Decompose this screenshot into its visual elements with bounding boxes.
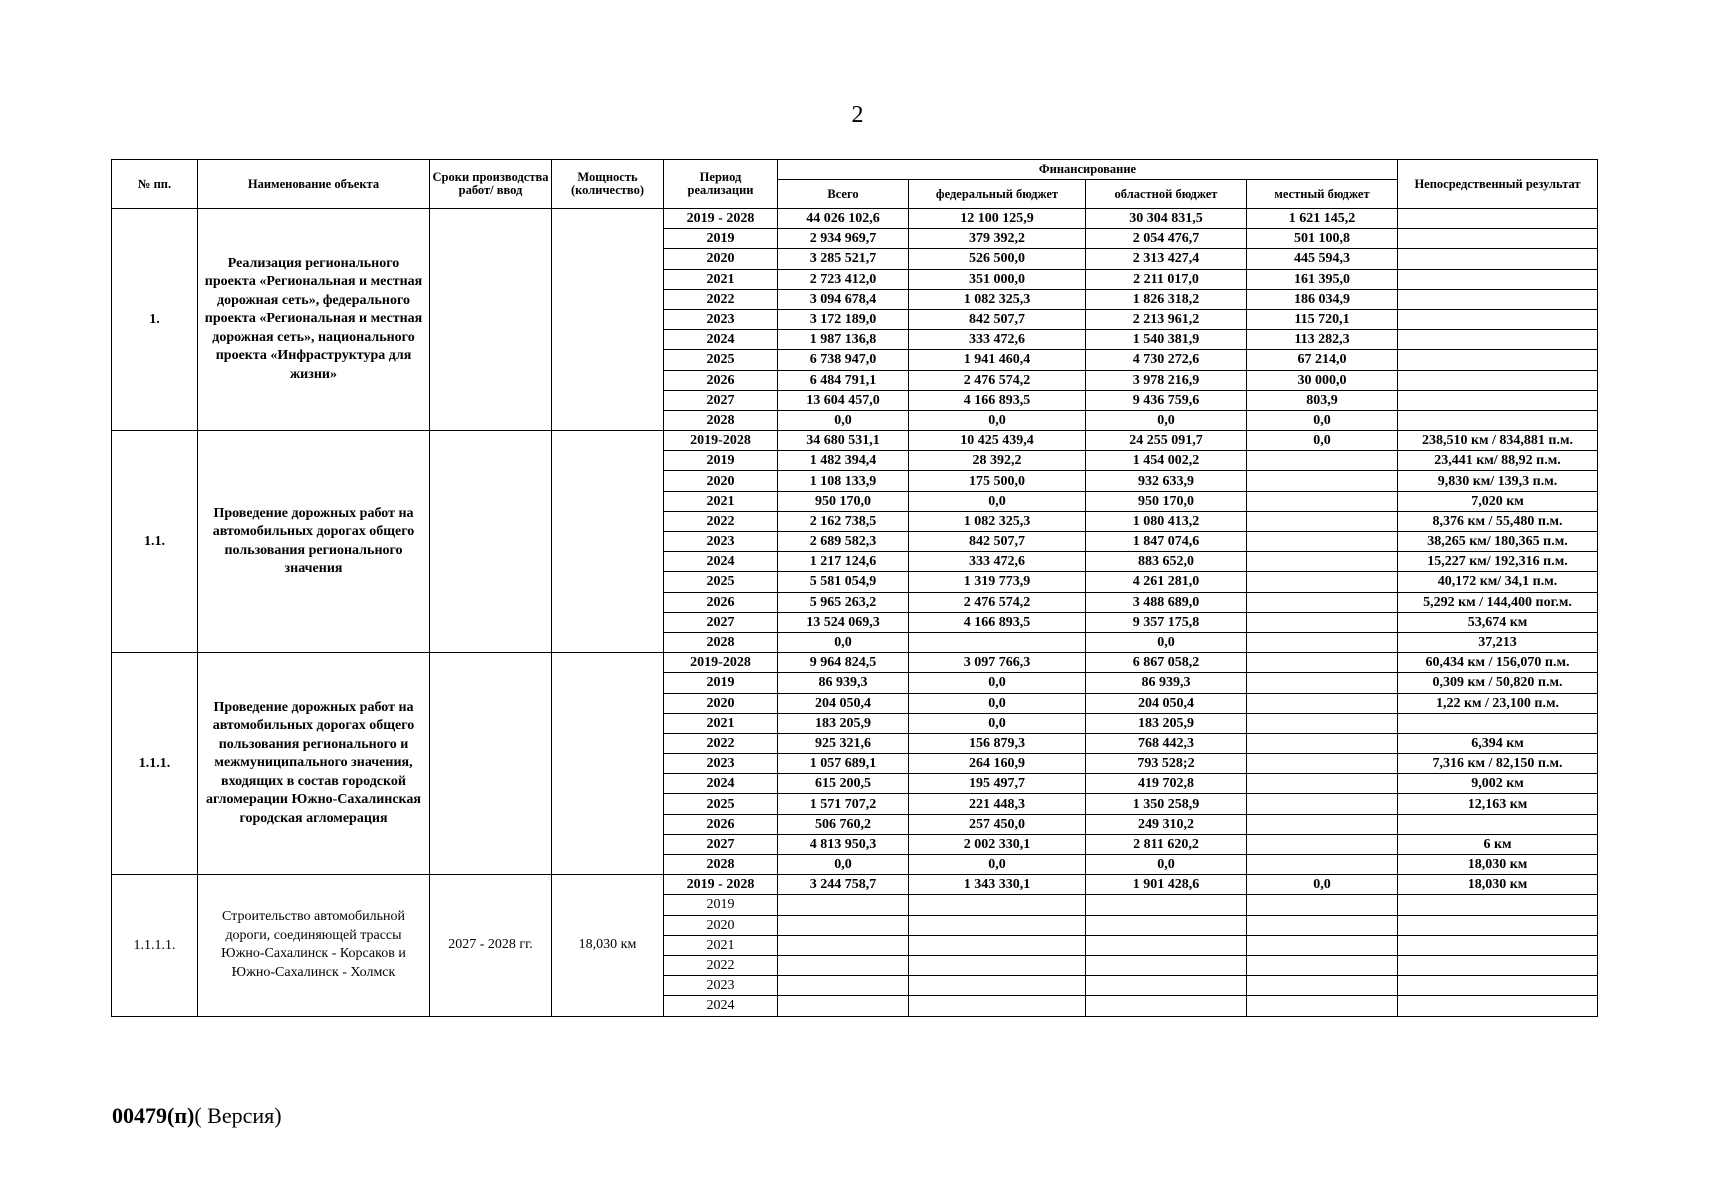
period-cell: 2025: [664, 350, 778, 370]
federal-cell: 0,0: [909, 410, 1086, 430]
header-financing: Финансирование: [778, 160, 1398, 180]
work-term-cell: [430, 209, 552, 431]
total-cell: 2 723 412,0: [778, 269, 909, 289]
federal-cell: 0,0: [909, 673, 1086, 693]
capacity-cell: [552, 653, 664, 875]
object-name-cell: Реализация регионального проекта «Региональная и местная дорожная сеть», федерального проекта «Региональная и местная дорожная сеть», национального проекта «Инфраструктура для жизни»: [198, 209, 430, 431]
local-cell: [1247, 996, 1398, 1016]
total-cell: 9 964 824,5: [778, 653, 909, 673]
federal-cell: 2 476 574,2: [909, 592, 1086, 612]
result-cell: [1398, 269, 1598, 289]
header-period: Период реализации: [664, 160, 778, 209]
regional-cell: [1086, 996, 1247, 1016]
total-cell: 1 482 394,4: [778, 451, 909, 471]
result-cell: [1398, 410, 1598, 430]
total-cell: 615 200,5: [778, 774, 909, 794]
period-cell: 2024: [664, 774, 778, 794]
period-cell: 2019-2028: [664, 431, 778, 451]
federal-cell: 1 082 325,3: [909, 289, 1086, 309]
regional-cell: 1 540 381,9: [1086, 330, 1247, 350]
header-regional: областной бюджет: [1086, 180, 1247, 209]
period-cell: 2027: [664, 834, 778, 854]
period-cell: 2021: [664, 269, 778, 289]
header-local: местный бюджет: [1247, 180, 1398, 209]
document-footer: [112, 1103, 282, 1129]
regional-cell: 793 528;2: [1086, 754, 1247, 774]
federal-cell: 351 000,0: [909, 269, 1086, 289]
regional-cell: 2 211 017,0: [1086, 269, 1247, 289]
local-cell: [1247, 955, 1398, 975]
result-cell: 18,030 км: [1398, 855, 1598, 875]
total-cell: [778, 955, 909, 975]
local-cell: [1247, 713, 1398, 733]
local-cell: [1247, 915, 1398, 935]
total-cell: 2 162 738,5: [778, 511, 909, 531]
regional-cell: 3 978 216,9: [1086, 370, 1247, 390]
local-cell: [1247, 491, 1398, 511]
table-row: [112, 653, 1598, 673]
period-cell: 2026: [664, 592, 778, 612]
regional-cell: 950 170,0: [1086, 491, 1247, 511]
work-term-cell: [430, 653, 552, 875]
federal-cell: 1 941 460,4: [909, 350, 1086, 370]
federal-cell: [909, 996, 1086, 1016]
regional-cell: 249 310,2: [1086, 814, 1247, 834]
regional-cell: 1 826 318,2: [1086, 289, 1247, 309]
period-cell: 2019: [664, 451, 778, 471]
federal-cell: 0,0: [909, 713, 1086, 733]
period-cell: 2022: [664, 289, 778, 309]
result-cell: 8,376 км / 55,480 п.м.: [1398, 511, 1598, 531]
result-cell: [1398, 289, 1598, 309]
federal-cell: 379 392,2: [909, 229, 1086, 249]
total-cell: 6 484 791,1: [778, 370, 909, 390]
federal-cell: 12 100 125,9: [909, 209, 1086, 229]
federal-cell: [909, 955, 1086, 975]
total-cell: 1 987 136,8: [778, 330, 909, 350]
result-cell: 9,002 км: [1398, 774, 1598, 794]
federal-cell: 526 500,0: [909, 249, 1086, 269]
federal-cell: 264 160,9: [909, 754, 1086, 774]
period-cell: 2028: [664, 410, 778, 430]
federal-cell: 10 425 439,4: [909, 431, 1086, 451]
federal-cell: 257 450,0: [909, 814, 1086, 834]
regional-cell: 4 730 272,6: [1086, 350, 1247, 370]
federal-cell: 4 166 893,5: [909, 390, 1086, 410]
total-cell: 44 026 102,6: [778, 209, 909, 229]
result-cell: 40,172 км/ 34,1 п.м.: [1398, 572, 1598, 592]
result-cell: [1398, 350, 1598, 370]
total-cell: 183 205,9: [778, 713, 909, 733]
result-cell: [1398, 309, 1598, 329]
financing-table-wrapper: [111, 159, 1598, 1017]
local-cell: [1247, 693, 1398, 713]
period-cell: 2020: [664, 915, 778, 935]
total-cell: 1 217 124,6: [778, 552, 909, 572]
local-cell: [1247, 532, 1398, 552]
period-cell: 2023: [664, 976, 778, 996]
regional-cell: 6 867 058,2: [1086, 653, 1247, 673]
period-cell: 2026: [664, 370, 778, 390]
regional-cell: 1 350 258,9: [1086, 794, 1247, 814]
regional-cell: [1086, 976, 1247, 996]
total-cell: [778, 996, 909, 1016]
total-cell: [778, 935, 909, 955]
total-cell: 506 760,2: [778, 814, 909, 834]
local-cell: [1247, 632, 1398, 652]
local-cell: [1247, 511, 1398, 531]
result-cell: [1398, 915, 1598, 935]
period-cell: 2019: [664, 229, 778, 249]
federal-cell: 842 507,7: [909, 309, 1086, 329]
regional-cell: 768 442,3: [1086, 733, 1247, 753]
header-term: Сроки производства работ/ ввод: [430, 160, 552, 209]
local-cell: [1247, 976, 1398, 996]
result-cell: [1398, 935, 1598, 955]
regional-cell: 0,0: [1086, 855, 1247, 875]
result-cell: [1398, 390, 1598, 410]
header-name: Наименование объекта: [198, 160, 430, 209]
document-code: 00479(п): [112, 1103, 195, 1128]
total-cell: [778, 895, 909, 915]
regional-cell: 86 939,3: [1086, 673, 1247, 693]
regional-cell: 2 811 620,2: [1086, 834, 1247, 854]
total-cell: 2 689 582,3: [778, 532, 909, 552]
federal-cell: 2 476 574,2: [909, 370, 1086, 390]
federal-cell: 1 343 330,1: [909, 875, 1086, 895]
regional-cell: 0,0: [1086, 410, 1247, 430]
local-cell: [1247, 935, 1398, 955]
table-body: [112, 209, 1598, 1017]
total-cell: 2 934 969,7: [778, 229, 909, 249]
total-cell: 0,0: [778, 855, 909, 875]
local-cell: [1247, 774, 1398, 794]
federal-cell: 1 082 325,3: [909, 511, 1086, 531]
total-cell: 86 939,3: [778, 673, 909, 693]
local-cell: 30 000,0: [1247, 370, 1398, 390]
regional-cell: 1 080 413,2: [1086, 511, 1247, 531]
federal-cell: 1 319 773,9: [909, 572, 1086, 592]
work-term-cell: [430, 431, 552, 653]
period-cell: 2019 - 2028: [664, 209, 778, 229]
regional-cell: [1086, 915, 1247, 935]
period-cell: 2021: [664, 713, 778, 733]
local-cell: [1247, 552, 1398, 572]
local-cell: [1247, 653, 1398, 673]
result-cell: 7,316 км / 82,150 п.м.: [1398, 754, 1598, 774]
period-cell: 2023: [664, 532, 778, 552]
federal-cell: 2 002 330,1: [909, 834, 1086, 854]
total-cell: [778, 915, 909, 935]
local-cell: [1247, 895, 1398, 915]
regional-cell: 1 454 002,2: [1086, 451, 1247, 471]
local-cell: [1247, 754, 1398, 774]
federal-cell: [909, 935, 1086, 955]
federal-cell: 195 497,7: [909, 774, 1086, 794]
period-cell: 2028: [664, 632, 778, 652]
local-cell: 186 034,9: [1247, 289, 1398, 309]
local-cell: 0,0: [1247, 431, 1398, 451]
result-cell: [1398, 209, 1598, 229]
regional-cell: 419 702,8: [1086, 774, 1247, 794]
period-cell: 2022: [664, 511, 778, 531]
period-cell: 2020: [664, 471, 778, 491]
result-cell: [1398, 895, 1598, 915]
regional-cell: [1086, 955, 1247, 975]
row-number-cell: 1.: [112, 209, 198, 431]
period-cell: 2021: [664, 935, 778, 955]
result-cell: 18,030 км: [1398, 875, 1598, 895]
result-cell: 38,265 км/ 180,365 п.м.: [1398, 532, 1598, 552]
result-cell: 23,441 км/ 88,92 п.м.: [1398, 451, 1598, 471]
result-cell: 238,510 км / 834,881 п.м.: [1398, 431, 1598, 451]
federal-cell: 4 166 893,5: [909, 612, 1086, 632]
period-cell: 2026: [664, 814, 778, 834]
local-cell: [1247, 592, 1398, 612]
result-cell: [1398, 996, 1598, 1016]
result-cell: 6 км: [1398, 834, 1598, 854]
result-cell: [1398, 713, 1598, 733]
total-cell: 925 321,6: [778, 733, 909, 753]
total-cell: 0,0: [778, 410, 909, 430]
local-cell: 803,9: [1247, 390, 1398, 410]
regional-cell: [1086, 935, 1247, 955]
table-row: [112, 431, 1598, 451]
header-result: Непосредственный результат: [1398, 160, 1598, 209]
regional-cell: 932 633,9: [1086, 471, 1247, 491]
period-cell: 2020: [664, 249, 778, 269]
total-cell: 3 172 189,0: [778, 309, 909, 329]
total-cell: 3 094 678,4: [778, 289, 909, 309]
regional-cell: 9 436 759,6: [1086, 390, 1247, 410]
result-cell: [1398, 249, 1598, 269]
page-number: 2: [851, 102, 864, 128]
header-num: № пп.: [112, 160, 198, 209]
period-cell: 2024: [664, 330, 778, 350]
financing-table: [111, 159, 1598, 1017]
total-cell: 13 524 069,3: [778, 612, 909, 632]
local-cell: 0,0: [1247, 875, 1398, 895]
regional-cell: 2 313 427,4: [1086, 249, 1247, 269]
period-cell: 2019 - 2028: [664, 875, 778, 895]
total-cell: 34 680 531,1: [778, 431, 909, 451]
result-cell: 5,292 км / 144,400 пог.м.: [1398, 592, 1598, 612]
regional-cell: 204 050,4: [1086, 693, 1247, 713]
local-cell: 161 395,0: [1247, 269, 1398, 289]
period-cell: 2028: [664, 855, 778, 875]
document-version: ( Версия): [194, 1103, 282, 1128]
result-cell: 7,020 км: [1398, 491, 1598, 511]
regional-cell: 24 255 091,7: [1086, 431, 1247, 451]
result-cell: [1398, 955, 1598, 975]
federal-cell: 28 392,2: [909, 451, 1086, 471]
local-cell: [1247, 673, 1398, 693]
local-cell: 1 621 145,2: [1247, 209, 1398, 229]
total-cell: 5 965 263,2: [778, 592, 909, 612]
federal-cell: 0,0: [909, 491, 1086, 511]
local-cell: [1247, 855, 1398, 875]
period-cell: 2027: [664, 612, 778, 632]
total-cell: 950 170,0: [778, 491, 909, 511]
period-cell: 2024: [664, 996, 778, 1016]
row-number-cell: 1.1.1.1.: [112, 875, 198, 1016]
period-cell: 2025: [664, 794, 778, 814]
local-cell: 0,0: [1247, 410, 1398, 430]
local-cell: [1247, 834, 1398, 854]
object-name-cell: Проведение дорожных работ на автомобильных дорогах общего пользования регионального значения: [198, 431, 430, 653]
result-cell: [1398, 976, 1598, 996]
regional-cell: [1086, 895, 1247, 915]
total-cell: 13 604 457,0: [778, 390, 909, 410]
result-cell: 37,213: [1398, 632, 1598, 652]
header-federal: федеральный бюджет: [909, 180, 1086, 209]
local-cell: 113 282,3: [1247, 330, 1398, 350]
total-cell: 4 813 950,3: [778, 834, 909, 854]
period-cell: 2020: [664, 693, 778, 713]
federal-cell: 0,0: [909, 855, 1086, 875]
row-number-cell: 1.1.1.: [112, 653, 198, 875]
total-cell: 204 050,4: [778, 693, 909, 713]
regional-cell: 9 357 175,8: [1086, 612, 1247, 632]
result-cell: 1,22 км / 23,100 п.м.: [1398, 693, 1598, 713]
federal-cell: [909, 895, 1086, 915]
result-cell: [1398, 814, 1598, 834]
total-cell: 0,0: [778, 632, 909, 652]
regional-cell: 2 213 961,2: [1086, 309, 1247, 329]
period-cell: 2024: [664, 552, 778, 572]
table-row: [112, 875, 1598, 895]
regional-cell: 183 205,9: [1086, 713, 1247, 733]
period-cell: 2019: [664, 673, 778, 693]
work-term-cell: 2027 - 2028 гг.: [430, 875, 552, 1016]
federal-cell: 156 879,3: [909, 733, 1086, 753]
result-cell: 12,163 км: [1398, 794, 1598, 814]
period-cell: 2027: [664, 390, 778, 410]
result-cell: 53,674 км: [1398, 612, 1598, 632]
local-cell: [1247, 572, 1398, 592]
total-cell: 6 738 947,0: [778, 350, 909, 370]
header-capacity: Мощность (количество): [552, 160, 664, 209]
result-cell: 6,394 км: [1398, 733, 1598, 753]
period-cell: 2025: [664, 572, 778, 592]
federal-cell: 175 500,0: [909, 471, 1086, 491]
federal-cell: 333 472,6: [909, 330, 1086, 350]
total-cell: [778, 976, 909, 996]
local-cell: 67 214,0: [1247, 350, 1398, 370]
object-name-cell: Строительство автомобильной дороги, соединяющей трассы Южно-Сахалинск - Корсаков и Южно-Сахалинск - Холмск: [198, 875, 430, 1016]
period-cell: 2019-2028: [664, 653, 778, 673]
federal-cell: 333 472,6: [909, 552, 1086, 572]
period-cell: 2022: [664, 955, 778, 975]
period-cell: 2019: [664, 895, 778, 915]
federal-cell: 221 448,3: [909, 794, 1086, 814]
result-cell: 60,434 км / 156,070 п.м.: [1398, 653, 1598, 673]
object-name-cell: Проведение дорожных работ на автомобильных дорогах общего пользования регионального и межмуниципального значения, входящих в состав городской агломерации Южно-Сахалинская городская агломерация: [198, 653, 430, 875]
local-cell: 115 720,1: [1247, 309, 1398, 329]
table-row: [112, 209, 1598, 229]
regional-cell: 2 054 476,7: [1086, 229, 1247, 249]
capacity-cell: [552, 209, 664, 431]
regional-cell: 1 901 428,6: [1086, 875, 1247, 895]
federal-cell: 842 507,7: [909, 532, 1086, 552]
period-cell: 2023: [664, 754, 778, 774]
local-cell: [1247, 794, 1398, 814]
regional-cell: 3 488 689,0: [1086, 592, 1247, 612]
total-cell: 1 571 707,2: [778, 794, 909, 814]
result-cell: [1398, 330, 1598, 350]
regional-cell: 883 652,0: [1086, 552, 1247, 572]
federal-cell: [909, 915, 1086, 935]
regional-cell: 4 261 281,0: [1086, 572, 1247, 592]
row-number-cell: 1.1.: [112, 431, 198, 653]
result-cell: 15,227 км/ 192,316 п.м.: [1398, 552, 1598, 572]
local-cell: 501 100,8: [1247, 229, 1398, 249]
total-cell: 5 581 054,9: [778, 572, 909, 592]
regional-cell: 30 304 831,5: [1086, 209, 1247, 229]
total-cell: 3 285 521,7: [778, 249, 909, 269]
total-cell: 1 108 133,9: [778, 471, 909, 491]
federal-cell: 0,0: [909, 693, 1086, 713]
regional-cell: 1 847 074,6: [1086, 532, 1247, 552]
result-cell: 9,830 км/ 139,3 п.м.: [1398, 471, 1598, 491]
local-cell: 445 594,3: [1247, 249, 1398, 269]
result-cell: 0,309 км / 50,820 п.м.: [1398, 673, 1598, 693]
total-cell: 1 057 689,1: [778, 754, 909, 774]
capacity-cell: 18,030 км: [552, 875, 664, 1016]
capacity-cell: [552, 431, 664, 653]
period-cell: 2021: [664, 491, 778, 511]
federal-cell: [909, 976, 1086, 996]
result-cell: [1398, 229, 1598, 249]
local-cell: [1247, 733, 1398, 753]
local-cell: [1247, 612, 1398, 632]
total-cell: 3 244 758,7: [778, 875, 909, 895]
period-cell: 2022: [664, 733, 778, 753]
local-cell: [1247, 471, 1398, 491]
local-cell: [1247, 451, 1398, 471]
result-cell: [1398, 370, 1598, 390]
regional-cell: 0,0: [1086, 632, 1247, 652]
header-total: Всего: [778, 180, 909, 209]
local-cell: [1247, 814, 1398, 834]
federal-cell: 3 097 766,3: [909, 653, 1086, 673]
period-cell: 2023: [664, 309, 778, 329]
federal-cell: [909, 632, 1086, 652]
